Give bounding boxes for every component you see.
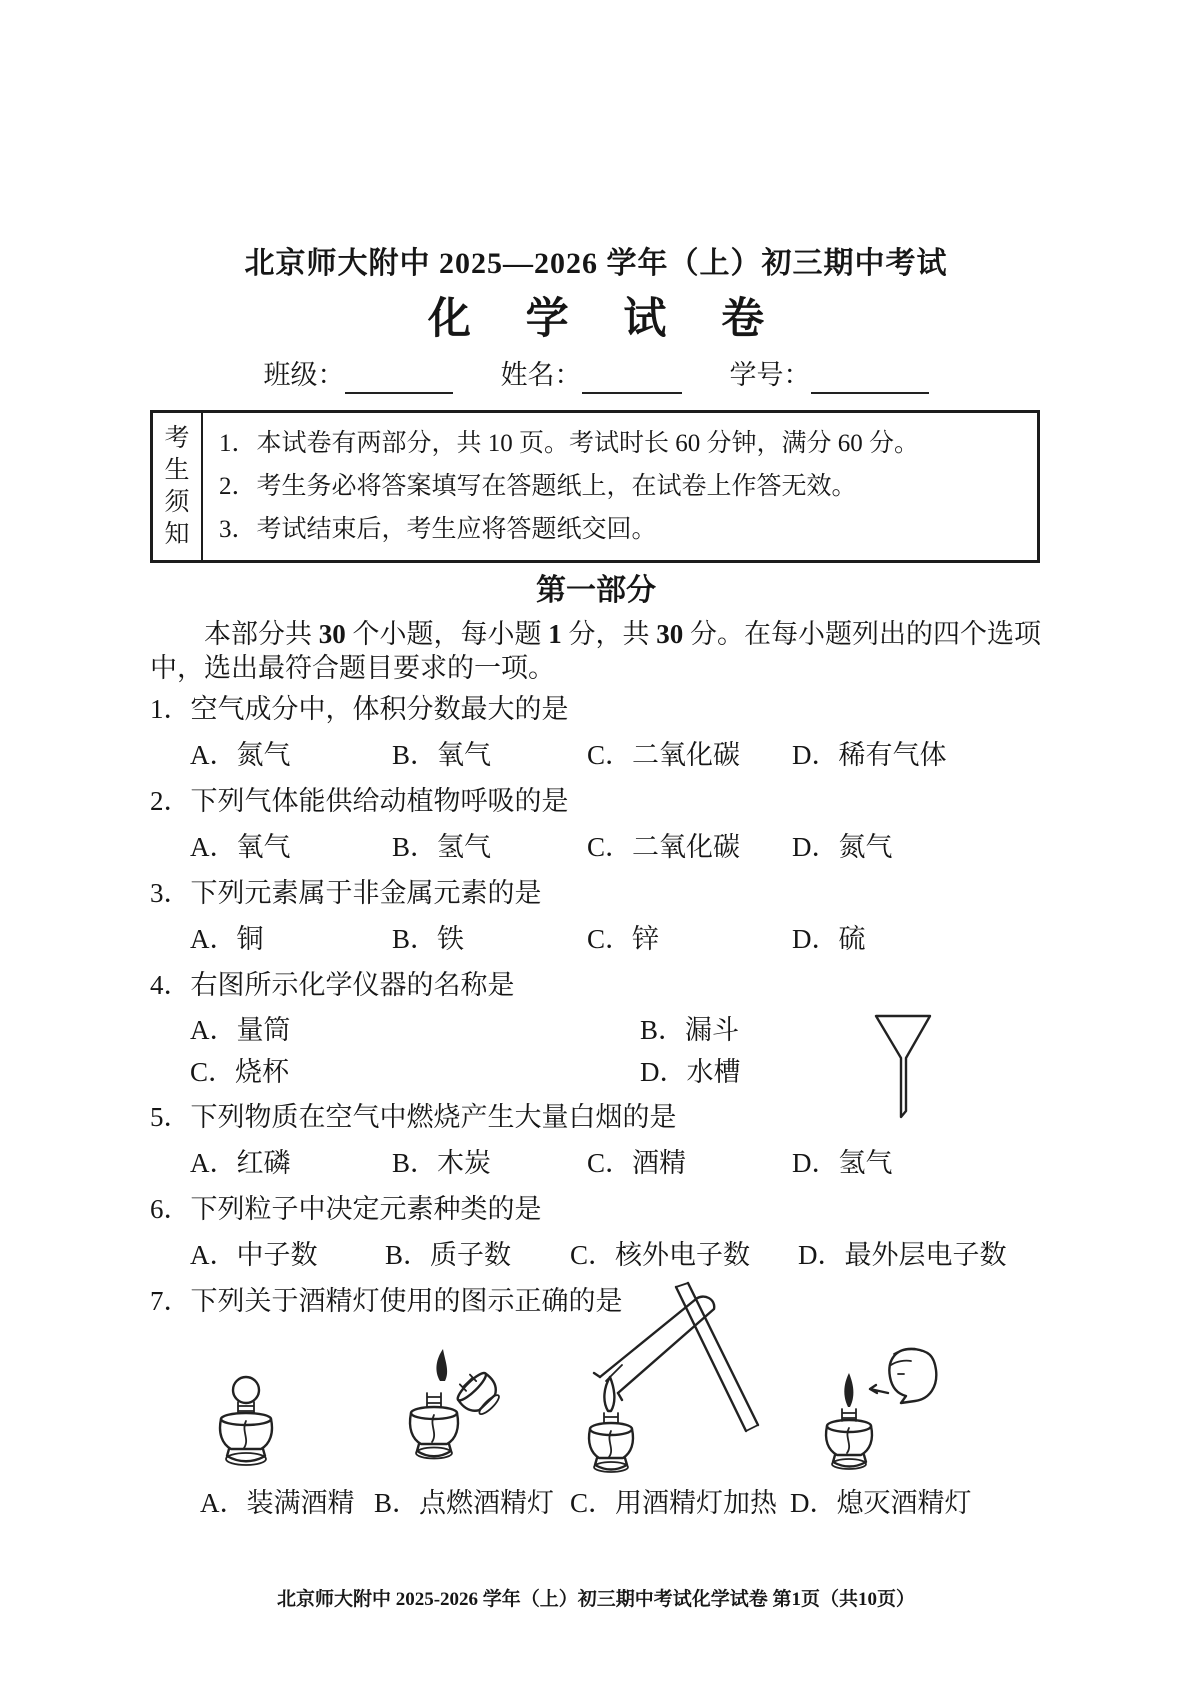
name-field <box>501 356 722 394</box>
blow-out-lamp-icon <box>795 1341 957 1481</box>
light-lamp-with-lamp-icon <box>368 1339 518 1481</box>
examinee-notice-box <box>150 410 1040 563</box>
option-b: B．氧气 <box>392 740 492 770</box>
option-a: A．氮气 <box>190 740 291 770</box>
option-c: C．二氧化碳 <box>587 740 741 770</box>
option-b: B．质子数 <box>385 1240 512 1270</box>
option-b: B．漏斗 <box>640 1015 740 1045</box>
question-5-options <box>150 1141 1042 1185</box>
question-3 <box>150 869 1042 961</box>
question-7-stem: 7．下列关于酒精灯使用的图示正确的是 <box>150 1286 623 1316</box>
page-content <box>150 0 1042 1613</box>
subject-title: 化 学 试 卷 <box>427 296 787 343</box>
option-d: D．氢气 <box>792 1148 893 1178</box>
notice-item-3: 3．考试结束后，考生应将答题纸交回。 <box>219 516 657 543</box>
question-6-options <box>150 1233 1042 1277</box>
option-d: D．稀有气体 <box>792 740 947 770</box>
notice-char-1: 考 <box>164 424 190 452</box>
fill-alcohol-lamp-icon <box>198 1369 294 1481</box>
option-b: B．点燃酒精灯 <box>374 1488 555 1518</box>
option-c: C．二氧化碳 <box>587 832 741 862</box>
question-5 <box>150 1093 1042 1185</box>
notice-item-2: 2．考生务必将答案填写在答题纸上，在试卷上作答无效。 <box>219 473 857 500</box>
question-3-options <box>150 917 1042 961</box>
part-one-instructions <box>150 617 1042 685</box>
question-7-figures <box>150 1329 1042 1481</box>
option-d: D．熄灭酒精灯 <box>790 1488 972 1518</box>
student-info-line <box>150 356 1042 394</box>
name-label: 姓名： <box>500 360 582 390</box>
notice-char-2: 生 <box>164 456 190 484</box>
option-b: B．氢气 <box>392 832 492 862</box>
question-4 <box>150 961 1042 1093</box>
id-field <box>730 356 929 394</box>
notice-vertical-label <box>153 413 203 560</box>
option-a: A．铜 <box>190 924 264 954</box>
option-b: B．木炭 <box>392 1148 492 1178</box>
question-2-stem: 2．下列气体能供给动植物呼吸的是 <box>150 786 569 816</box>
class-label: 班级： <box>263 360 345 390</box>
question-2 <box>150 777 1042 869</box>
question-3-stem: 3．下列元素属于非金属元素的是 <box>150 878 542 908</box>
option-c: C．锌 <box>587 924 660 954</box>
option-c: C．核外电子数 <box>570 1240 751 1270</box>
question-6-stem: 6．下列粒子中决定元素种类的是 <box>150 1194 542 1224</box>
option-d: D．水槽 <box>640 1057 741 1087</box>
option-a: A．氧气 <box>190 832 291 862</box>
question-7 <box>150 1277 1042 1525</box>
intro-count-total: 30 <box>318 619 346 649</box>
id-label: 学号： <box>729 360 811 390</box>
class-field <box>264 356 493 394</box>
question-5-stem: 5．下列物质在空气中燃烧产生大量白烟的是 <box>150 1102 677 1132</box>
question-1-options <box>150 733 1042 777</box>
class-blank-line <box>345 364 453 394</box>
page-footer: 北京师大附中 2025-2026 学年（上）初三期中考试化学试卷 第1页（共10页） <box>276 1589 916 1610</box>
option-a: A．量筒 <box>190 1015 291 1045</box>
school-exam-title: 北京师大附中 2025—2026 学年（上）初三期中考试 <box>244 247 948 280</box>
notice-items <box>203 413 1037 560</box>
option-a: A．中子数 <box>190 1240 318 1270</box>
question-4-stem: 4．右图所示化学仪器的名称是 <box>150 970 515 1000</box>
intro-text-2: 个小题，每小题 <box>345 619 549 649</box>
question-1-stem: 1．空气成分中，体积分数最大的是 <box>150 694 569 724</box>
option-a: A．红磷 <box>190 1148 291 1178</box>
intro-points-total: 30 <box>656 619 684 649</box>
notice-item-1: 1．本试卷有两部分，共 10 页。考试时长 60 分钟，满分 60 分。 <box>219 430 920 457</box>
question-6 <box>150 1185 1042 1277</box>
question-2-options <box>150 825 1042 869</box>
part-one-heading: 第一部分 <box>536 574 656 607</box>
option-c: C．酒精 <box>587 1148 687 1178</box>
intro-text-1: 本部分共 <box>204 619 319 649</box>
option-b: B．铁 <box>392 924 465 954</box>
question-7-option-labels <box>150 1481 1042 1525</box>
intro-text-4: 分。在每小题列出的四个选项中，选出最符合题目要求的一项。 <box>150 619 1041 683</box>
name-blank-line <box>582 364 682 394</box>
option-c: C．用酒精灯加热 <box>570 1488 778 1518</box>
option-c: C．烧杯 <box>190 1057 290 1087</box>
notice-char-3: 须 <box>164 488 190 516</box>
option-d: D．最外层电子数 <box>798 1240 1007 1270</box>
notice-char-4: 知 <box>164 520 190 548</box>
id-blank-line <box>811 364 929 394</box>
option-d: D．氮气 <box>792 832 893 862</box>
heat-with-lamp-icon <box>548 1281 764 1481</box>
question-1 <box>150 685 1042 777</box>
option-d: D．硫 <box>792 924 866 954</box>
intro-points-each: 1 <box>548 619 562 649</box>
intro-text-3: 分，共 <box>561 619 657 649</box>
option-a: A．装满酒精 <box>200 1488 355 1518</box>
